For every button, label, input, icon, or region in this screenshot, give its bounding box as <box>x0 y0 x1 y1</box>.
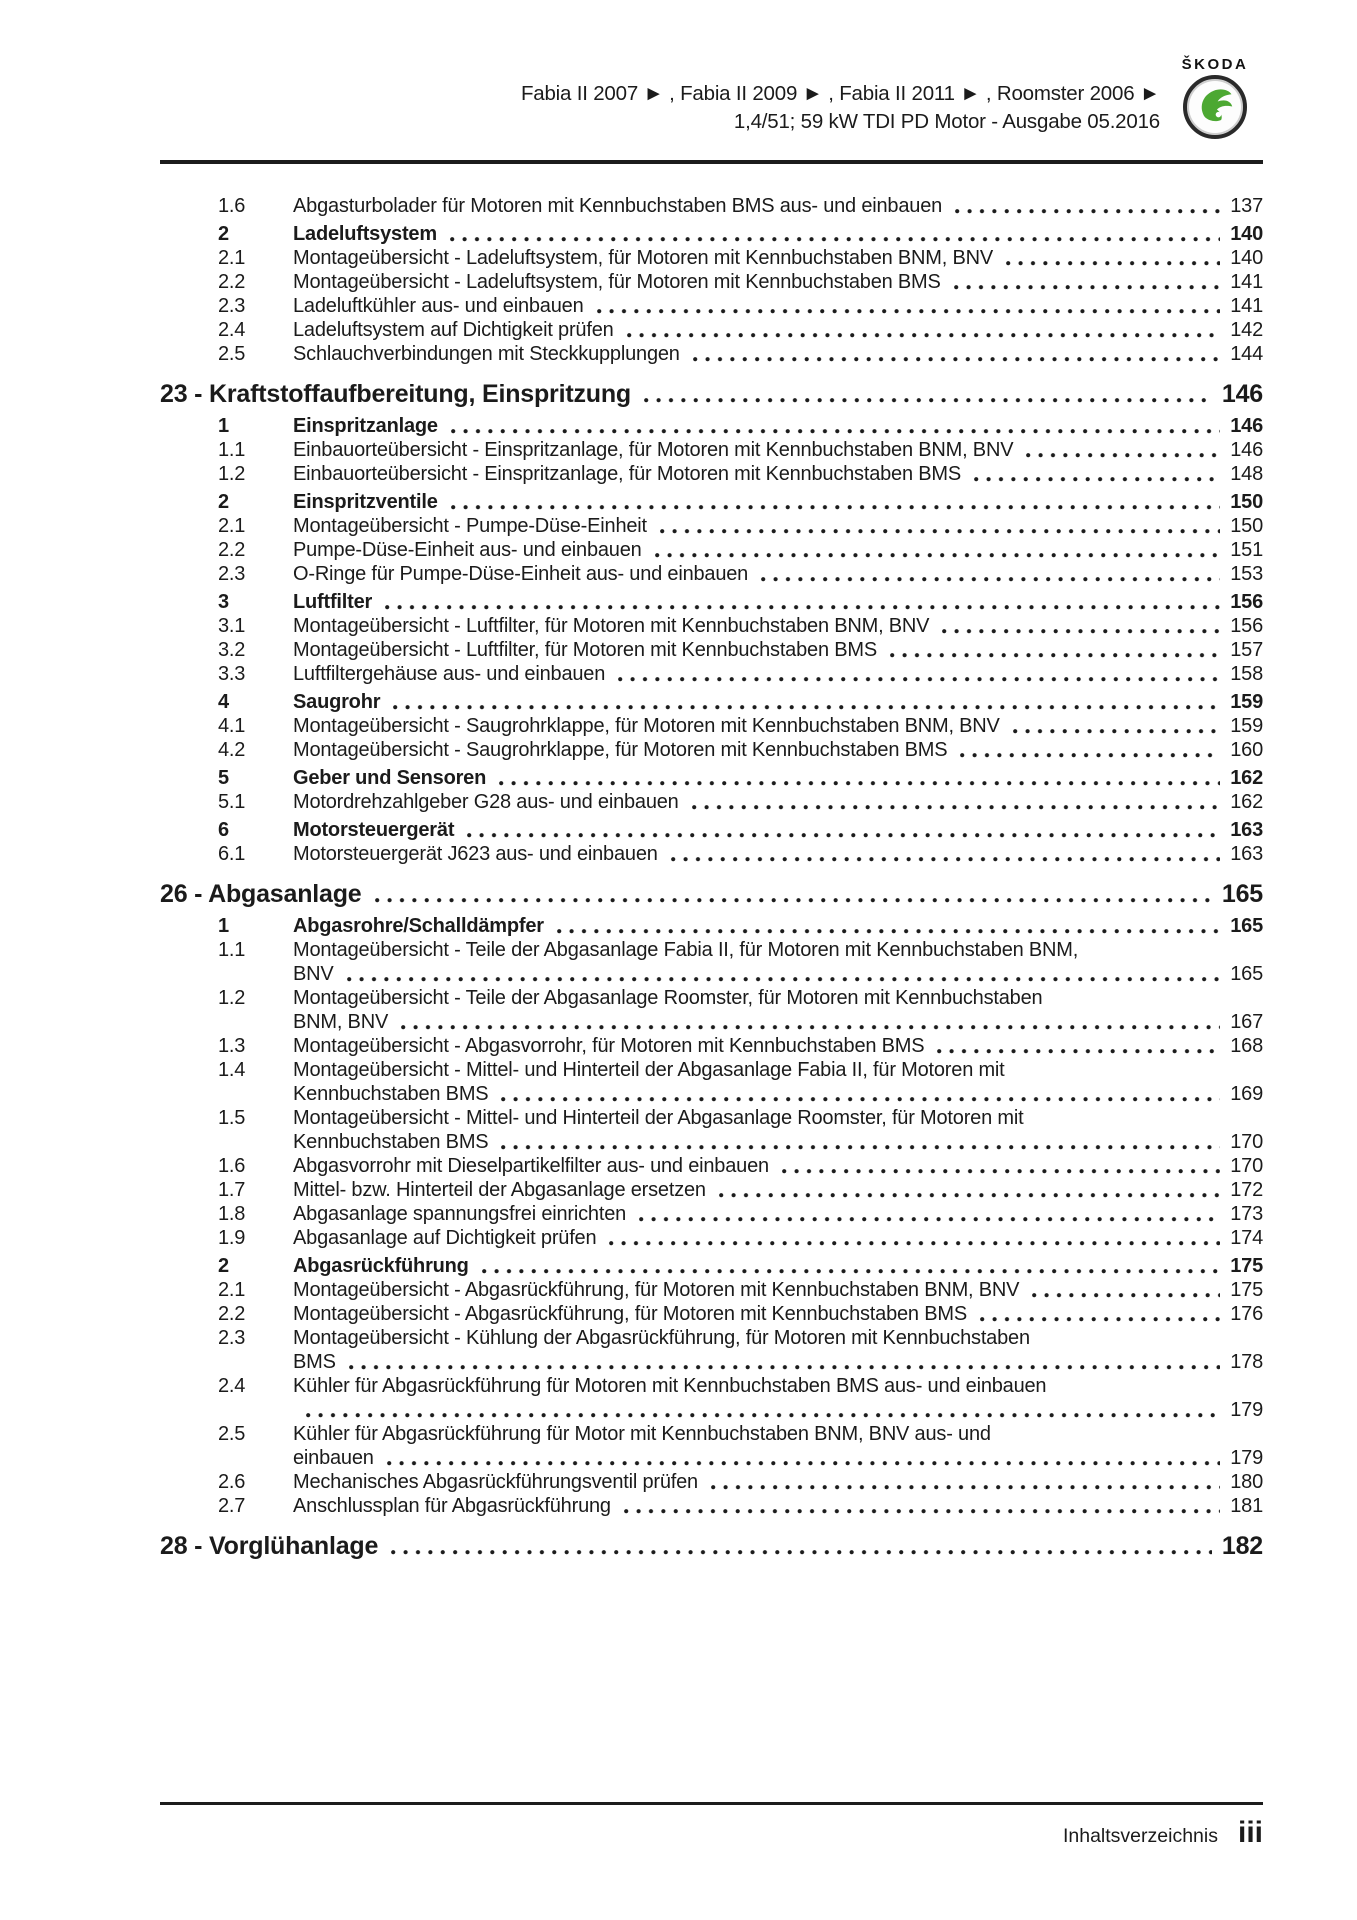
toc-entry-title: Montageübersicht - Abgasrückführung, für Motoren mit Kennbuchstaben BNM, BNV <box>293 1279 1020 1301</box>
toc-entry-page: 157 <box>1230 639 1263 661</box>
toc-entry-row <box>160 690 1263 714</box>
toc-entry-title: Mittel- bzw. Hinterteil der Abgasanlage ersetzen <box>293 1179 706 1201</box>
toc-entry-row <box>160 738 1263 762</box>
dot-leader <box>387 1461 1221 1466</box>
dot-leader <box>692 805 1221 810</box>
toc-entry-title: Montageübersicht - Saugrohrklappe, für Motoren mit Kennbuchstaben BMS <box>293 739 948 761</box>
toc-entry-number: 4 <box>218 691 229 713</box>
toc-entry-page: 175 <box>1230 1255 1263 1277</box>
toc-entry-page: 174 <box>1230 1227 1263 1249</box>
toc-entry-title: Montageübersicht - Pumpe-Düse-Einheit <box>293 515 647 537</box>
toc-entry-row <box>160 1422 1263 1470</box>
toc-entry-title: Abgasrückführung <box>293 1255 469 1277</box>
dot-leader <box>618 677 1220 682</box>
header-engine-line: 1,4/51; 59 kW TDI PD Motor - Ausgabe 05.2016 <box>733 110 1160 133</box>
toc-entry-row <box>160 1058 1263 1106</box>
toc-entry-page: 146 <box>1230 439 1263 461</box>
toc-entry-title: Schlauchverbindungen mit Steckkupplungen <box>293 343 680 365</box>
dot-leader <box>450 237 1220 242</box>
toc-entry-title: Abgasanlage spannungsfrei einrichten <box>293 1203 627 1225</box>
dot-leader <box>501 1145 1220 1150</box>
toc-chapter-row <box>160 379 1263 409</box>
toc-entry-page: 153 <box>1230 563 1263 585</box>
footer-page-number: iii <box>1237 1816 1263 1849</box>
toc-entry-title-line1: Montageübersicht - Teile der Abgasanlage Fabia II, für Motoren mit Kennbuchstaben BNM, <box>293 939 1079 961</box>
toc-entry-row <box>160 342 1263 366</box>
toc-entry-page: 176 <box>1230 1303 1263 1325</box>
dot-leader <box>1006 261 1220 266</box>
toc-entry-number: 1.5 <box>218 1107 246 1129</box>
toc-entry-row <box>160 1178 1263 1202</box>
toc-entry-page: 141 <box>1230 271 1263 293</box>
toc-entry-title: Mechanisches Abgasrückführungsventil prüfen <box>293 1471 698 1493</box>
dot-leader <box>711 1485 1220 1490</box>
dot-leader <box>393 705 1220 710</box>
toc-entry-title-line1: Kühler für Abgasrückführung für Motoren mit Kennbuchstaben BMS aus- und einbauen <box>293 1375 1047 1397</box>
toc-entry-number: 1.2 <box>218 463 246 485</box>
toc-entry-number: 2.5 <box>218 343 246 365</box>
dot-leader <box>761 577 1220 582</box>
toc-entry-number: 2.7 <box>218 1495 246 1517</box>
dot-leader <box>391 1550 1212 1555</box>
toc-entry-title: Kennbuchstaben BMS <box>293 1131 489 1153</box>
dot-leader <box>980 1317 1220 1322</box>
toc-entry-title: BNM, BNV <box>293 1011 389 1033</box>
toc-entry-page: 168 <box>1230 1035 1263 1057</box>
dot-leader <box>942 629 1220 634</box>
toc-entry-page: 158 <box>1230 663 1263 685</box>
footer-section-label: Inhaltsverzeichnis <box>1062 1825 1218 1847</box>
dot-leader <box>385 605 1220 610</box>
dot-leader <box>954 285 1221 290</box>
toc-entry-title: Einspritzventile <box>293 491 438 513</box>
toc-entry-row <box>160 438 1263 462</box>
toc-entry-row <box>160 818 1263 842</box>
toc-entry-number: 2.1 <box>218 247 246 269</box>
toc-entry-page: 163 <box>1230 819 1263 841</box>
toc-entry-page: 178 <box>1230 1351 1263 1373</box>
toc-entry-title: Luftfiltergehäuse aus- und einbauen <box>293 663 606 685</box>
toc-entry-title: Abgasanlage auf Dichtigkeit prüfen <box>293 1227 597 1249</box>
toc-entry-page: 162 <box>1230 767 1263 789</box>
skoda-logo-ring <box>1183 75 1247 139</box>
toc-entry-title: Einspritzanlage <box>293 415 438 437</box>
toc-entry-page: 165 <box>1230 915 1263 937</box>
dot-leader <box>1026 453 1220 458</box>
toc-entry-page: 172 <box>1230 1179 1263 1201</box>
footer-divider <box>160 1802 1263 1805</box>
toc-entry-row <box>160 938 1263 986</box>
dot-leader <box>693 357 1221 362</box>
toc-entry-number: 2.3 <box>218 563 246 585</box>
toc-entry-title: BMS <box>293 1351 336 1373</box>
toc-entry-page: 169 <box>1230 1083 1263 1105</box>
toc-entry-number: 6 <box>218 819 229 841</box>
toc-entry-title: Saugrohr <box>293 691 381 713</box>
toc-entry-page: 167 <box>1230 1011 1263 1033</box>
toc-entry-number: 2.2 <box>218 271 246 293</box>
toc-entry-number: 2 <box>218 223 229 245</box>
toc-entry-title: Montageübersicht - Abgasvorrohr, für Motoren mit Kennbuchstaben BMS <box>293 1035 925 1057</box>
toc-entry-page: 156 <box>1230 615 1263 637</box>
header-models-line: Fabia II 2007 ► , Fabia II 2009 ► , Fabia II 2011 ► , Roomster 2006 ► <box>520 82 1160 105</box>
toc-chapter-title: 26 - Abgasanlage <box>160 880 362 908</box>
dot-leader <box>955 209 1220 214</box>
dot-leader <box>557 929 1220 934</box>
toc-entry-number: 2.4 <box>218 319 246 341</box>
toc-entry-title: Abgasvorrohr mit Dieselpartikelfilter aus- und einbauen <box>293 1155 769 1177</box>
toc-entry-row <box>160 614 1263 638</box>
toc-entry-title-line1: Montageübersicht - Teile der Abgasanlage Roomster, für Motoren mit Kennbuchstaben <box>293 987 1043 1009</box>
toc-entry-row <box>160 842 1263 866</box>
dot-leader <box>1013 729 1221 734</box>
toc-entry-number: 6.1 <box>218 843 246 865</box>
toc-entry-number: 2.5 <box>218 1423 246 1445</box>
toc-entry-title: Einbauorteübersicht - Einspritzanlage, für Motoren mit Kennbuchstaben BNM, BNV <box>293 439 1014 461</box>
toc-entry-title: Montageübersicht - Luftfilter, für Motoren mit Kennbuchstaben BNM, BNV <box>293 615 930 637</box>
toc-entry-page: 146 <box>1230 415 1263 437</box>
toc-entry-number: 2 <box>218 1255 229 1277</box>
dot-leader <box>349 1365 1220 1370</box>
dot-leader <box>644 398 1212 403</box>
toc-entry-row <box>160 1254 1263 1278</box>
toc-entry-number: 3.3 <box>218 663 246 685</box>
dot-leader <box>937 1049 1220 1054</box>
toc-entry-number: 2.2 <box>218 1303 246 1325</box>
toc-entry-title: Pumpe-Düse-Einheit aus- und einbauen <box>293 539 642 561</box>
toc-entry-number: 1.9 <box>218 1227 246 1249</box>
toc-entry-row <box>160 1106 1263 1154</box>
toc-chapter-title: 23 - Kraftstoffaufbereitung, Einspritzung <box>160 380 631 408</box>
toc-entry-row <box>160 1326 1263 1374</box>
toc-entry-row <box>160 1494 1263 1518</box>
toc-entry-title: Luftfilter <box>293 591 373 613</box>
toc-entry-number: 2 <box>218 491 229 513</box>
skoda-logo <box>1169 56 1261 139</box>
dot-leader <box>482 1269 1221 1274</box>
toc-entry-number: 1 <box>218 415 229 437</box>
toc-entry-title: Ladeluftkühler aus- und einbauen <box>293 295 584 317</box>
toc-entry-page: 179 <box>1230 1447 1263 1469</box>
toc-entry-row <box>160 270 1263 294</box>
toc-entry-page: 137 <box>1230 195 1263 217</box>
toc-entry-row <box>160 514 1263 538</box>
toc-entry-number: 2.2 <box>218 539 246 561</box>
dot-leader <box>719 1193 1220 1198</box>
toc-entry-number: 5 <box>218 767 229 789</box>
toc-entry-page: 140 <box>1230 247 1263 269</box>
toc-chapter-page: 165 <box>1221 880 1263 908</box>
toc-entry-title: Montageübersicht - Ladeluftsystem, für Motoren mit Kennbuchstaben BMS <box>293 271 941 293</box>
toc-entry-number: 1.6 <box>218 1155 246 1177</box>
toc-entry-title: Einbauorteübersicht - Einspritzanlage, für Motoren mit Kennbuchstaben BMS <box>293 463 961 485</box>
toc-entry-page: 180 <box>1230 1471 1263 1493</box>
toc-entry-title-line1: Montageübersicht - Mittel- und Hinterteil der Abgasanlage Fabia II, für Motoren mit <box>293 1059 1005 1081</box>
toc-entry-page: 179 <box>1230 1399 1263 1421</box>
toc-entry-number: 3 <box>218 591 229 613</box>
toc-entry-page: 160 <box>1230 739 1263 761</box>
toc-entry-row <box>160 562 1263 586</box>
toc-entry-row <box>160 1278 1263 1302</box>
toc-entry-number: 4.2 <box>218 739 246 761</box>
toc-entry-row <box>160 714 1263 738</box>
toc-entry-title-line1: Kühler für Abgasrückführung für Motor mit Kennbuchstaben BNM, BNV aus- und <box>293 1423 991 1445</box>
header-divider <box>160 160 1263 164</box>
toc-entry-row <box>160 462 1263 486</box>
dot-leader <box>306 1413 1220 1418</box>
toc-entry-page: 170 <box>1230 1131 1263 1153</box>
toc-entry-number: 1.6 <box>218 195 246 217</box>
toc-entry-number: 2.3 <box>218 295 246 317</box>
toc-entry-page: 165 <box>1230 963 1263 985</box>
toc-entry-row <box>160 1202 1263 1226</box>
toc-entry-page: 142 <box>1230 319 1263 341</box>
toc-entry-title: Motorsteuergerät <box>293 819 455 841</box>
toc-chapter-row <box>160 1531 1263 1561</box>
toc-entry-row <box>160 222 1263 246</box>
toc-entry-row <box>160 194 1263 218</box>
toc-entry-title: Geber und Sensoren <box>293 767 487 789</box>
toc-entry-row <box>160 1154 1263 1178</box>
toc-entry-page: 150 <box>1230 491 1263 513</box>
toc-entry-row <box>160 766 1263 790</box>
toc-entry-row <box>160 1034 1263 1058</box>
dot-leader <box>451 429 1220 434</box>
toc-entry-row <box>160 590 1263 614</box>
dot-leader <box>624 1509 1220 1514</box>
dot-leader <box>960 753 1220 758</box>
toc-entry-row <box>160 914 1263 938</box>
toc-entry-number: 2.6 <box>218 1471 246 1493</box>
skoda-wordmark: ŠKODA <box>1181 56 1249 73</box>
toc-entry-number: 1.7 <box>218 1179 246 1201</box>
dot-leader <box>1032 1293 1220 1298</box>
toc-entry-row <box>160 318 1263 342</box>
toc-entry-number: 1.1 <box>218 439 246 461</box>
toc-entry-page: 141 <box>1230 295 1263 317</box>
toc-entry-title: Montageübersicht - Ladeluftsystem, für Motoren mit Kennbuchstaben BNM, BNV <box>293 247 993 269</box>
toc-entry-page: 151 <box>1230 539 1263 561</box>
toc-entry-number: 3.1 <box>218 615 246 637</box>
toc-entry-title: BNV <box>293 963 334 985</box>
toc-entry-title: Montageübersicht - Luftfilter, für Motoren mit Kennbuchstaben BMS <box>293 639 877 661</box>
toc-entry-row <box>160 1302 1263 1326</box>
toc-entry-row <box>160 1470 1263 1494</box>
toc-entry-page: 148 <box>1230 463 1263 485</box>
dot-leader <box>782 1169 1220 1174</box>
toc-entry-page: 156 <box>1230 591 1263 613</box>
toc-entry-page: 163 <box>1230 843 1263 865</box>
toc-entry-title: Abgasturbolader für Motoren mit Kennbuchstaben BMS aus- und einbauen <box>293 195 943 217</box>
toc-entry-title: Motordrehzahlgeber G28 aus- und einbauen <box>293 791 679 813</box>
toc-entry-number: 2.3 <box>218 1327 246 1349</box>
dot-leader <box>660 529 1220 534</box>
toc-entry-page: 173 <box>1230 1203 1263 1225</box>
toc-chapter-title: 28 - Vorglühanlage <box>160 1532 379 1560</box>
toc-chapter-page: 182 <box>1221 1532 1263 1560</box>
toc-entry-number: 2.1 <box>218 1279 246 1301</box>
toc-entry-number: 1 <box>218 915 229 937</box>
dot-leader <box>671 857 1221 862</box>
toc-entry-title-line1: Montageübersicht - Mittel- und Hinterteil der Abgasanlage Roomster, für Motoren mit <box>293 1107 1024 1129</box>
toc-entry-number: 1.8 <box>218 1203 246 1225</box>
dot-leader <box>499 781 1220 786</box>
toc-entry-number: 1.2 <box>218 987 246 1009</box>
toc-entry-number: 5.1 <box>218 791 246 813</box>
toc-entry-row <box>160 662 1263 686</box>
toc-entry-title: einbauen <box>293 1447 374 1469</box>
dot-leader <box>375 898 1212 903</box>
toc <box>160 194 1263 1566</box>
toc-chapter-page: 146 <box>1221 380 1263 408</box>
dot-leader <box>401 1025 1220 1030</box>
toc-entry-number: 3.2 <box>218 639 246 661</box>
toc-entry-title: Ladeluftsystem auf Dichtigkeit prüfen <box>293 319 614 341</box>
toc-entry-title: Kennbuchstaben BMS <box>293 1083 489 1105</box>
toc-entry-page: 162 <box>1230 791 1263 813</box>
dot-leader <box>347 977 1221 982</box>
toc-entry-page: 159 <box>1230 715 1263 737</box>
dot-leader <box>627 333 1221 338</box>
toc-entry-row <box>160 790 1263 814</box>
dot-leader <box>639 1217 1220 1222</box>
toc-entry-title: Motorsteuergerät J623 aus- und einbauen <box>293 843 658 865</box>
toc-entry-page: 150 <box>1230 515 1263 537</box>
toc-entry-row <box>160 538 1263 562</box>
toc-entry-row <box>160 986 1263 1034</box>
toc-entry-title: Montageübersicht - Saugrohrklappe, für Motoren mit Kennbuchstaben BNM, BNV <box>293 715 1000 737</box>
toc-entry-page: 181 <box>1230 1495 1263 1517</box>
toc-entry-title: O-Ringe für Pumpe-Düse-Einheit aus- und einbauen <box>293 563 749 585</box>
dot-leader <box>501 1097 1220 1102</box>
toc-entry-row <box>160 490 1263 514</box>
dot-leader <box>597 309 1221 314</box>
page-footer <box>160 1818 1263 1848</box>
toc-chapter-row <box>160 879 1263 909</box>
dot-leader <box>655 553 1221 558</box>
skoda-winged-arrow-icon <box>1192 82 1238 133</box>
toc-entry-title: Ladeluftsystem <box>293 223 437 245</box>
dot-leader <box>451 505 1221 510</box>
dot-leader <box>609 1241 1220 1246</box>
toc-entry-title: Montageübersicht - Abgasrückführung, für Motoren mit Kennbuchstaben BMS <box>293 1303 967 1325</box>
dot-leader <box>974 477 1220 482</box>
toc-entry-row <box>160 246 1263 270</box>
toc-entry-number: 2.1 <box>218 515 246 537</box>
toc-entry-row <box>160 1226 1263 1250</box>
toc-entry-title-line1: Montageübersicht - Kühlung der Abgasrückführung, für Motoren mit Kennbuchstaben <box>293 1327 1030 1349</box>
toc-entry-page: 170 <box>1230 1155 1263 1177</box>
toc-entry-row <box>160 1374 1263 1422</box>
toc-entry-number: 2.4 <box>218 1375 246 1397</box>
dot-leader <box>890 653 1220 658</box>
dot-leader <box>467 833 1220 838</box>
toc-entry-page: 159 <box>1230 691 1263 713</box>
toc-entry-number: 1.4 <box>218 1059 246 1081</box>
toc-entry-page: 144 <box>1230 343 1263 365</box>
toc-entry-number: 1.3 <box>218 1035 246 1057</box>
toc-entry-title: Anschlussplan für Abgasrückführung <box>293 1495 611 1517</box>
toc-entry-row <box>160 414 1263 438</box>
page-header <box>521 80 1160 136</box>
toc-entry-row <box>160 294 1263 318</box>
toc-entry-title: Abgasrohre/Schalldämpfer <box>293 915 544 937</box>
toc-entry-page: 175 <box>1230 1279 1263 1301</box>
toc-entry-row <box>160 638 1263 662</box>
toc-entry-number: 4.1 <box>218 715 246 737</box>
toc-entry-number: 1.1 <box>218 939 246 961</box>
toc-entry-page: 140 <box>1230 223 1263 245</box>
